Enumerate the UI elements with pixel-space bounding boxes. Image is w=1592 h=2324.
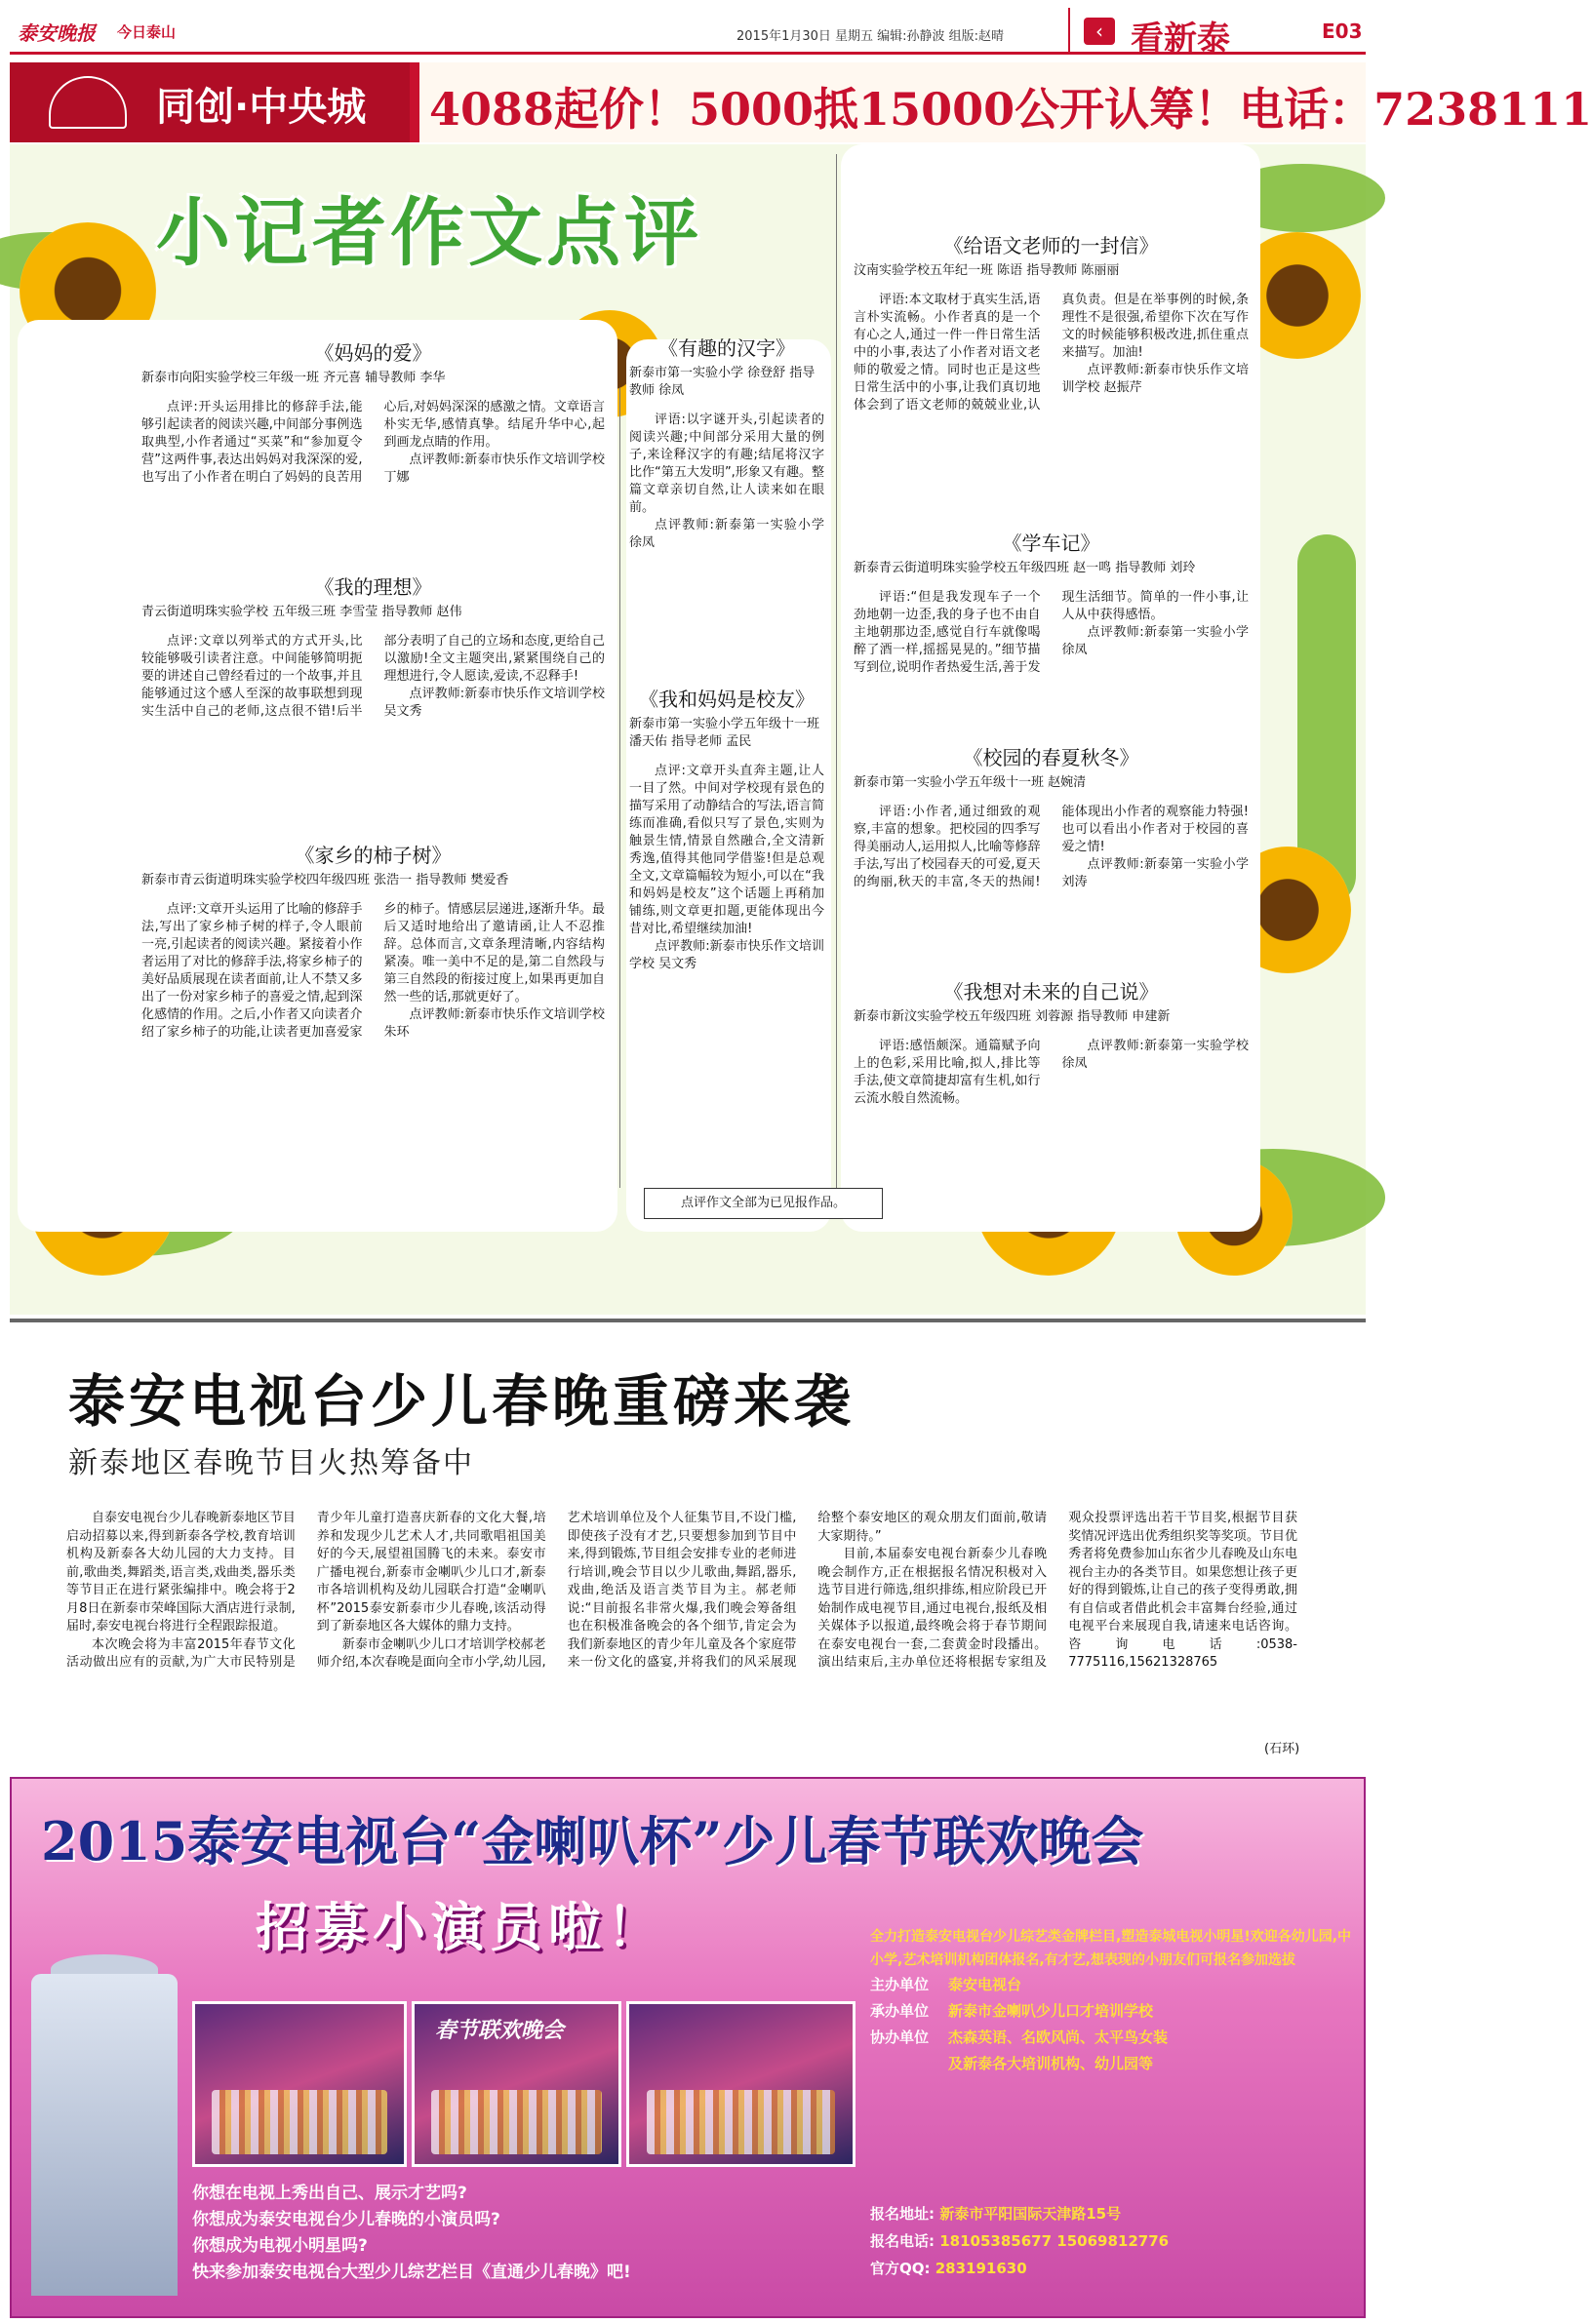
essay-mother-love	[141, 341, 605, 487]
recruit-ad[interactable]	[10, 1777, 1366, 2318]
essay-byline: 青云街道明珠实验学校 五年级三班 李雪莹 指导教师 赵伟	[141, 605, 462, 619]
news-signature: (石环)	[1264, 1742, 1300, 1756]
issue-meta: 2015年1月30日 星期五 编辑:孙静波 组版:赵晴	[736, 29, 1005, 44]
essay-byline: 新泰市第一实验小学五年级十一班 赵婉清	[854, 775, 1087, 790]
essay-byline: 新泰市青云街道明珠实验学校四年级四班 张浩一 指导教师 樊爱香	[141, 873, 509, 887]
news-body	[66, 1510, 1297, 1753]
column-name: 今日泰山	[117, 23, 177, 41]
address-label: 报名地址:	[870, 2205, 935, 2223]
column-divider	[836, 154, 837, 1188]
essay-title: 《给语文老师的一封信》	[943, 234, 1159, 257]
essay-review: 点评:文章开头运用了比喻的修辞手法,写出了家乡柿子树的样子,令人眼前一亮,引起读者的阅读兴趣。紧接着小作者运用了对比的修辞手法,将家乡柿子的美好品质展现在读者面前,让人不禁又多出了一份对家乡柿子的喜爱之情,起到深化感情的作用。之后,小作者又向读者介绍了家乡柿子的功能,让读者更加喜爱家乡的柿子。情感层层递进,逐渐升华。最后又适时地给出了邀请函,让人不忍推辞。总体而言,文章条理清晰,内容结构紧凑。唯一美中不足的是,第二自然段与第三自然段的衔接过度上,如果再更加自然一些的话,那就更好了。	[141, 902, 605, 1040]
ad-brand: 同创·中央城	[156, 85, 367, 130]
recruit-contact	[870, 2200, 1358, 2282]
essay-reviewer: 点评教师:新泰市快乐作文培训学校 朱环	[383, 1007, 605, 1040]
news-paragraph: 目前,本届泰安电视台新泰少儿春晚晚会制作方,正在根据报名情况积极对入选节目进行筛选,组织排练,相应阶段已开始制作成电视节目,通过电视台,报纸及相关媒体予以报道,最终晚会将于春节期间在泰安电视台一套,二套黄金时段播出。演出结束后,主办单位还将根据专家组及观众投票评选出若干节目奖,根据节目获奖情况评选出优秀组织奖等奖项。节目优秀者将免费参加山东省少儿春晚及山东电视台主办的各类节目。如果您想让孩子更好的得到锻炼,让自己的孩子变得勇敢,拥有自信或者借此机会丰富舞台经验,通过电视平台来展现自我,请速来电话咨询。咨询电话:0538-7775116,15621328765	[817, 1511, 1297, 1670]
essay-byline: 新泰市第一实验小学五年级十一班 潘天佑 指导老师 孟民	[629, 717, 820, 749]
essay-title: 《有趣的汉字》	[658, 336, 795, 360]
column-divider	[619, 388, 620, 1188]
organizer-label: 承办单位	[870, 2002, 930, 2020]
essay-learning-bike	[854, 534, 1249, 677]
essay-reviewer: 点评教师:新泰市快乐作文培训学校 赵振芹	[1061, 363, 1249, 395]
recruit-subtitle: 招募小演员啦！	[256, 1897, 665, 1958]
essay-future-self	[854, 980, 1249, 1108]
page-number: E03	[1322, 20, 1363, 43]
essay-review: 点评:开头运用排比的修辞手法,能够引起读者的阅读兴趣,中间部分事例选取典型,小作者通过“买菜”和“参加夏令营”这两件事,表达出妈妈对我深深的爱,也写出了小作者在明白了妈妈的良苦用心后,对妈妈深深的感激之情。文章语言朴实无华,感情真挚。结尾升华中心,起到画龙点睛的作用。	[141, 400, 605, 485]
masthead	[10, 8, 1366, 59]
stage-performers	[212, 2090, 387, 2154]
stage-photo	[412, 2001, 621, 2167]
essay-title: 《妈妈的爱》	[314, 341, 432, 365]
essay-byline: 新泰市向阳实验学校三年级一班 齐元喜 辅导教师 李华	[141, 371, 446, 385]
essay-reviewer: 点评教师:新泰第一实验学校 徐凤	[1061, 1039, 1249, 1071]
co-value: 杰森英语、名欧风尚、太平鸟女装	[948, 2029, 1169, 2046]
essay-byline: 新泰青云街道明珠实验学校五年级四班 赵一鸣 指导教师 刘玲	[854, 561, 1196, 575]
essay-review: 点评:文章以列举式的方式开头,比较能够吸引读者注意。中间能够简明扼要的讲述自己曾经看过的一个故事,并且能够通过这个感人至深的故事联想到现实生活中自己的老师,这点很不错!后半部分表明了自己的立场和态度,更给自己以激励!全文主题突出,紧紧围绕自己的理想进行,令人愿读,爱读,不忍释手!	[141, 634, 605, 719]
newspaper-logo: 泰安晚报	[18, 21, 96, 45]
skyline-logo-icon	[49, 76, 127, 129]
ad-brand-block	[10, 62, 410, 142]
essay-review: 评语:“但是我发现车子一个劲地朝一边歪,我的身子也不由自主地朝那边歪,感觉自行车就像喝醉了酒一样,摇摇晃晃的。”细节描写到位,说明作者热爱生活,善于发现生活细节。简单的一件小事,让人从中获得感悟。	[854, 590, 1249, 675]
recruit-questions	[192, 2181, 631, 2286]
news-subhead: 新泰地区春晚节目火热筹备中	[68, 1446, 474, 1480]
essay-review: 点评:文章开头直奔主题,让人一目了然。中间对学校现有景色的描写采用了动静结合的写法,语言简练而准确,看似只写了景色,实则为触景生情,情景自然融合,全文清新秀逸,值得其他同学借鉴!但是总观全文,文章篇幅较为短小,可以在“我和妈妈是校友”这个话题上再稍加铺练,则文章更扣题,更能体现出今昔对比,希望继续加油!	[629, 764, 824, 936]
recruit-question: 快来参加泰安电视台大型少儿综艺栏目《直通少儿春晚》吧!	[192, 2263, 631, 2282]
phone-value: 18105385677 15069812776	[939, 2232, 1170, 2250]
news-paragraph: 自泰安电视台少儿春晚新泰地区节目启动招募以来,得到新泰各学校,教育培训机构及新泰各大幼儿园的大力支持。目前,歌曲类,舞蹈类,语言类,戏曲类,器乐类等节目正在进行紧张编排中。晚会将于2月8日在新泰市荣峰国际大酒店进行录制,届时,泰安电视台将进行全程跟踪报道。	[66, 1511, 296, 1634]
chevron-left-icon: ‹	[1084, 18, 1115, 45]
essay-my-dream	[141, 575, 605, 721]
essay-byline: 新泰市第一实验小学 徐登舒 指导教师 徐凤	[629, 366, 816, 398]
essay-review: 评语:感悟颇深。通篇赋予向上的色彩,采用比喻,拟人,排比等手法,使文章简捷却富有生机,如行云流水般自然流畅。	[854, 1039, 1041, 1106]
news-paragraph: 本次晚会将为丰富2015年春节文化活动做出应有的贡献,为广大市民特别是青少年儿童打造喜庆新春的文化大餐,培养和发现少儿艺术人才,共同歌唱祖国美好的今天,展望祖国腾飞的未来。泰安市广播电视台,新泰市金喇叭少儿口才,新泰市各培训机构及幼儿园联合打造“金喇叭杯”2015泰安新泰市少儿春晚,该活动得到了新泰地区各大媒体的鼎力支持。	[66, 1511, 546, 1670]
essay-reviewer: 点评教师:新泰第一实验小学 刘涛	[1061, 857, 1249, 889]
co-value-2: 及新泰各大培训机构、幼儿园等	[948, 2055, 1154, 2072]
qq-value: 283191630	[935, 2260, 1027, 2277]
stage-photo	[192, 2001, 407, 2167]
essay-title: 《我的理想》	[314, 575, 432, 599]
recruit-title: 2015泰安电视台“金喇叭杯”少儿春节联欢晚会	[41, 1810, 1144, 1872]
tv-building-image	[31, 1974, 178, 2296]
phone-label: 报名电话:	[870, 2232, 935, 2250]
recruit-info	[870, 1925, 1358, 2077]
photo-banner-text: 春节联欢晚会	[434, 2019, 564, 2043]
recruit-question: 你想成为电视小明星吗?	[192, 2236, 368, 2256]
section-badge	[1068, 8, 1317, 59]
news-paragraph: 新泰市金喇叭少儿口才培训学校郝老师介绍,本次春晚是面向全市小学,幼儿园,艺术培训单位及个人征集节目,不设门槛,即使孩子没有才艺,只要想参加到节目中来,得到锻炼,节目组会安排专业的老师进行培训,晚会节目以少儿歌曲,舞蹈,器乐,戏曲,绝活及语言类节目为主。郝老师说:“目前报名非常火爆,我们晚会筹备组也在积极准备晚会的各个细节,肯定会为我们新泰地区的青少年儿童及各个家庭带来一份文化的盛宴,并将我们的风采展现给整个泰安地区的观众朋友们面前,敬请大家期待。”	[316, 1511, 1048, 1670]
essay-byline: 新泰市新汶实验学校五年级四班 刘蓉源 指导教师 申建新	[854, 1009, 1171, 1024]
essay-reviewer: 点评教师:新泰第一实验小学 徐凤	[629, 518, 824, 550]
recruit-intro: 全力打造泰安电视台少儿综艺类金牌栏目,塑造泰城电视小明星!欢迎各幼儿园,中小学,艺术培训机构团体报名,有才艺,想表现的小朋友们可报名参加选拔	[870, 1929, 1352, 1968]
organizer-value: 新泰市金喇叭少儿口才培训学校	[948, 2002, 1154, 2020]
essay-title: 《我和妈妈是校友》	[639, 688, 815, 711]
essay-reviewer: 点评教师:新泰市快乐作文培训学校 吴文秀	[383, 687, 605, 719]
essay-title: 《我想对未来的自己说》	[943, 980, 1159, 1004]
essay-mother-schoolmate	[629, 690, 824, 973]
essay-feature	[10, 144, 1366, 1315]
host-label: 主办单位	[870, 1976, 930, 1993]
essay-title: 《校园的春夏秋冬》	[963, 746, 1139, 769]
address-value: 新泰市平阳国际天津路15号	[939, 2205, 1122, 2223]
ad-text-block	[419, 62, 1592, 142]
essay-review: 评语:以字谜开头,引起读者的阅读兴趣;中间部分采用大量的例子,来诠释汉字的有趣;结尾将汉字比作“第五大发明”,形象又有趣。整篇文章亲切自然,让人读来如在眼前。	[629, 413, 824, 515]
essay-title: 《家乡的柿子树》	[295, 844, 452, 867]
feature-title: 小记者作文点评	[156, 189, 702, 276]
stage-performers	[431, 2090, 603, 2154]
section-rule	[10, 1319, 1366, 1322]
essay-title: 《学车记》	[1002, 532, 1100, 555]
published-note: 点评作文全部为已见报作品。	[644, 1188, 883, 1219]
recruit-question: 你想成为泰安电视台少儿春晚的小演员吗?	[192, 2210, 500, 2229]
essay-reviewer: 点评教师:新泰第一实验小学 徐凤	[1061, 625, 1249, 657]
essay-byline: 汶南实验学校五年纪一班 陈语 指导教师 陈丽丽	[854, 263, 1120, 278]
co-label: 协办单位	[870, 2029, 930, 2046]
essay-review: 评语:小作者,通过细致的观察,丰富的想象。把校园的四季写得美丽动人,运用拟人,比喻等修辞手法,写出了校园春天的可爱,夏天的绚丽,秋天的丰富,冬天的热闹!能体现出小作者的观察能力特强!也可以看出小作者对于校园的喜爱之情!	[854, 805, 1249, 889]
qq-label: 官方QQ:	[870, 2260, 931, 2277]
stage-photo	[626, 2001, 856, 2167]
section-title: 看新泰	[1131, 20, 1230, 59]
essay-review: 评语:本文取材于真实生活,语言朴实流畅。小作者真的是一个有心之人,通过一件一件日常生活中的小事,表达了小作者对语文老师的敬爱之情。同时也正是这些日常生活中的小事,让我们真切地体会到了语文老师的兢兢业业,认真负责。但是在举事例的时候,条理性不是很强,希望你下次在写作文的时候能够积极改进,抓住重点来描写。加油!	[854, 293, 1249, 413]
ad-slogan: 4088起价！5000抵15000公开认筹！电话：7238111	[429, 83, 1592, 136]
essay-campus-seasons	[854, 746, 1249, 891]
recruit-question: 你想在电视上秀出自己、展示才艺吗?	[192, 2184, 467, 2203]
essay-reviewer: 点评教师:新泰市快乐作文培训学校 吴文秀	[629, 939, 824, 971]
essay-letter-to-teacher	[854, 234, 1249, 414]
news-headline: 泰安电视台少儿春晚重磅来袭	[68, 1368, 856, 1435]
host-value: 泰安电视台	[948, 1976, 1022, 1993]
essay-persimmon-tree	[141, 844, 605, 1042]
top-ad-banner[interactable]	[10, 62, 1592, 142]
essay-interesting-chinese	[629, 336, 824, 552]
essay-reviewer: 点评教师:新泰市快乐作文培训学校 丁娜	[383, 453, 605, 485]
stage-performers	[647, 2090, 834, 2154]
